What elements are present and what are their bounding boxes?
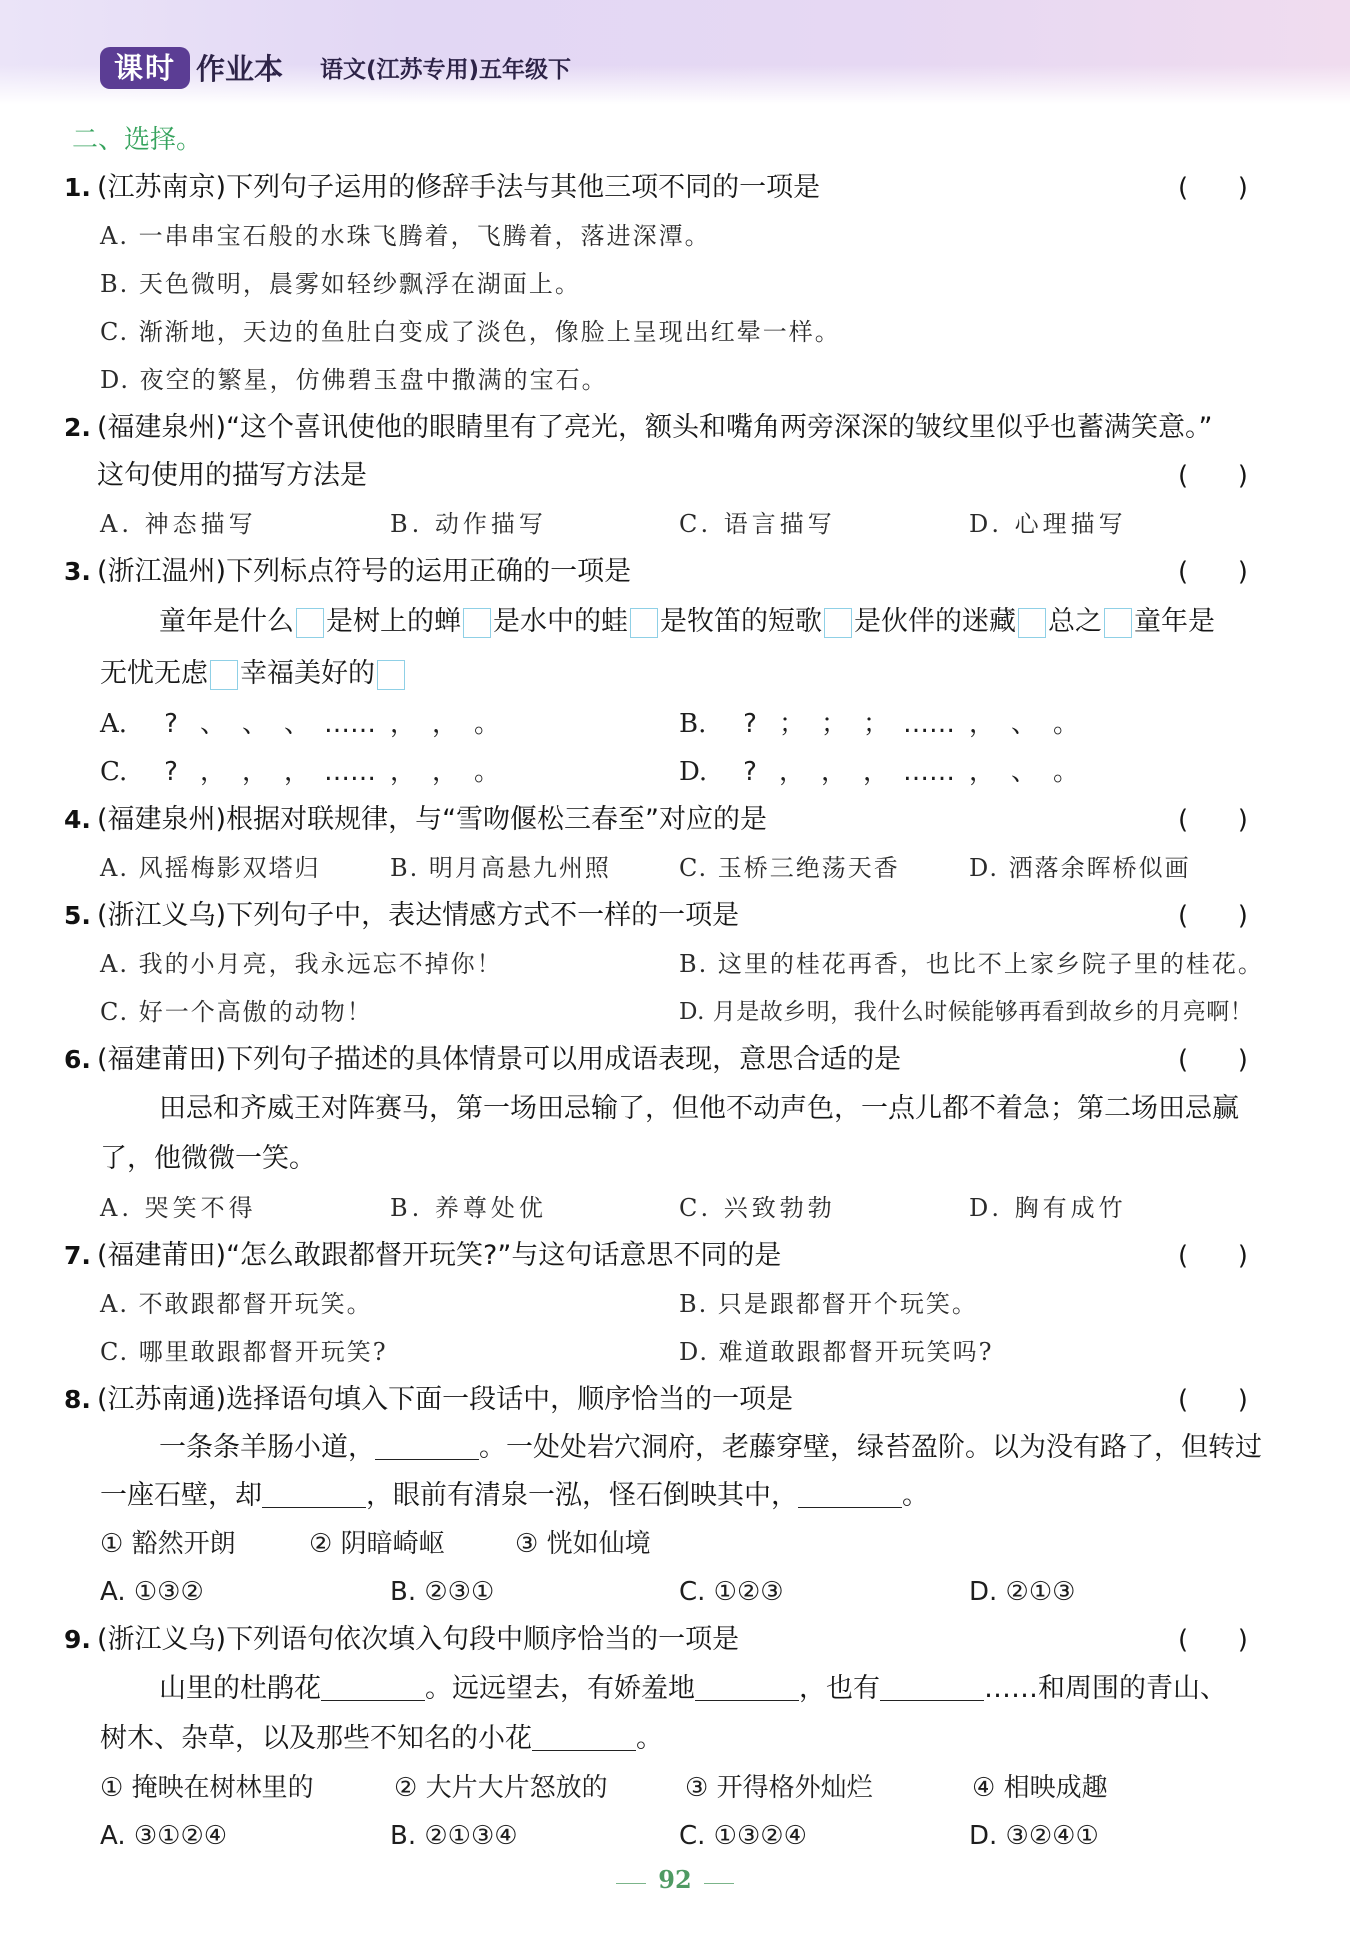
punctuation-mark: 。 [1052,757,1079,787]
fill-blank [695,1674,799,1701]
question-number: 9. [64,1625,91,1654]
punctuation-mark: ； [820,709,847,739]
option-b: B. 这里的桂花再香，也比不上家乡院子里的桂花。 [679,950,1264,978]
passage-text [159,1424,1262,1472]
option-d: D. ②①③ [969,1577,1076,1607]
punctuation-mark: ? [743,757,757,787]
answer-bracket: ( ) [1178,1241,1248,1271]
fill-blank [798,1481,902,1508]
question-stem: (福建泉州)根据对联规律，与“雪吻偃松三春至”对应的是 [97,804,768,835]
option-d: D. ③②④① [969,1821,1099,1851]
choice-1: ① 豁然开朗 [100,1529,236,1559]
punctuation-mark: ， [241,757,268,787]
answer-box [210,660,238,690]
option-a: A. ③①②④ [100,1821,228,1851]
fill-blank [321,1674,425,1701]
option-row [0,1568,1350,1616]
question-stem: (浙江温州)下列标点符号的运用正确的一项是 [97,556,632,587]
option-d: D. 夜空的繁星，仿佛碧玉盘中撒满的宝石。 [100,366,608,394]
option-d: D. 心理描写 [969,510,1127,538]
punctuation-mark: ， [199,757,226,787]
question-number: 8. [64,1385,91,1414]
punctuation-mark: ? [164,757,178,787]
option-c: C. 玉桥三绝荡天香 [679,854,900,882]
fill-blank [262,1481,366,1508]
logo-text: 课时 [113,51,176,85]
punctuation-mark: ， [778,757,805,787]
punctuation-mark: …… [324,757,376,787]
answer-box [377,660,405,690]
punctuation-mark: 、 [1010,709,1037,739]
passage-line [0,1472,1350,1520]
section-title: 二、选择。 [72,125,203,155]
question-stem: (福建莆田)下列句子描述的具体情景可以用成语表现，意思合适的是 [97,1044,902,1075]
passage-text: 了，他微微一笑。 [100,1143,316,1174]
answer-box [824,608,852,638]
passage-segment: 。一处处岩穴洞府，老藤穿壁，绿苔盈阶。以为没有路了，但转过 [479,1432,1262,1463]
question-number: 3. [64,557,91,586]
punctuation-mark: …… [903,757,955,787]
question-number: 5. [64,901,91,930]
option-a: A. 神态描写 [100,510,257,538]
punctuation-mark: ， [389,709,416,739]
option-c: C. ①②③ [679,1577,784,1607]
option-b: B. ②③① [390,1577,495,1607]
question-stem: (江苏南通)选择语句填入下面一段话中，顺序恰当的一项是 [97,1384,794,1415]
question-8-stem-row [0,1376,1350,1424]
option-row [0,308,1350,356]
answer-bracket: ( ) [1178,1385,1248,1415]
subject-title: 语文(江苏专用)五年级下 [320,57,572,83]
option-label: A. [100,709,128,739]
option-d: D. 月是故乡明，我什么时候能够再看到故乡的月亮啊！ [679,999,1254,1025]
question-4-stem-row [0,796,1350,844]
option-b: B. 天色微明，晨雾如轻纱飘浮在湖面上。 [100,270,581,298]
answer-bracket: ( ) [1178,173,1248,203]
option-c: C. ①③②④ [679,1821,807,1851]
answer-bracket: ( ) [1178,1625,1248,1655]
passage-segment: 树木、杂草，以及那些不知名的小花 [100,1723,532,1754]
book-title: 作业本 [196,52,284,86]
logo [100,47,190,89]
question-stem-continued: 这句使用的描写方法是 [97,460,367,491]
choice-1: ① 掩映在树林里的 [100,1773,314,1803]
answer-box [296,608,324,638]
passage-segment: 是牧笛的短歌 [660,606,822,637]
option-a: A. 不敢跟都督开玩笑。 [100,1290,373,1318]
passage-line [0,648,1350,700]
passage-segment: 。远远望去，有娇羞地 [425,1673,695,1704]
option-row [0,1328,1350,1376]
fill-blank [880,1674,984,1701]
question-list [0,116,1350,1860]
punctuation-mark: ， [968,709,995,739]
punctuation-mark: 。 [473,757,500,787]
option-d: D. 胸有成竹 [969,1194,1127,1222]
punctuation-mark: …… [903,709,955,739]
punctuation-mark: ? [164,709,178,739]
question-stem: (浙江义乌)下列语句依次填入句段中顺序恰当的一项是 [97,1624,740,1655]
question-5-stem-row [0,892,1350,940]
punctuation-mark: ， [862,757,889,787]
option-b: B. ②①③④ [390,1821,518,1851]
option-row [0,988,1350,1036]
option-row [0,1280,1350,1328]
fill-blank [532,1724,636,1751]
option-b [679,700,1087,748]
choice-3: ③ 恍如仙境 [515,1529,651,1559]
option-a: A. ①③② [100,1577,204,1607]
punctuation-mark: 、 [199,709,226,739]
passage-segment: 一条条羊肠小道， [159,1432,375,1463]
option-d: D. 洒落余晖桥似画 [969,854,1191,882]
option-label: B. [679,709,707,739]
answer-bracket: ( ) [1178,557,1248,587]
option-row [0,1184,1350,1232]
passage-text [159,596,1215,648]
option-row [0,844,1350,892]
option-d: D. 难道敢跟都督开玩笑吗? [679,1338,994,1366]
option-row [0,748,1350,796]
option-c: C. 哪里敢跟都督开玩笑? [100,1338,388,1366]
option-c [100,748,508,796]
question-2-stem-row-2 [0,452,1350,500]
question-2-stem-row [0,404,1350,452]
punctuation-mark: ， [283,757,310,787]
answer-bracket: ( ) [1178,805,1248,835]
question-stem: (福建莆田)“怎么敢跟都督开玩笑?”与这句话意思不同的是 [97,1240,782,1271]
option-b: B. 明月高悬九州照 [390,854,611,882]
option-row [0,500,1350,548]
passage-line [0,1714,1350,1764]
punctuation-mark: …… [324,709,376,739]
section-title-row [0,116,1350,164]
dash-left [616,1883,646,1884]
answer-bracket: ( ) [1178,901,1248,931]
question-number: 6. [64,1045,91,1074]
passage-segment: 无忧无虑 [100,658,208,689]
choice-row [0,1520,1350,1568]
option-row [0,356,1350,404]
passage-segment: 幸福美好的 [240,658,375,689]
punctuation-mark: ； [778,709,805,739]
option-row [0,700,1350,748]
question-stem: (浙江义乌)下列句子中，表达情感方式不一样的一项是 [97,900,740,931]
passage-text [100,648,407,700]
option-a: A. 风摇梅影双塔归 [100,854,321,882]
dash-right [704,1883,734,1884]
option-label: D. [679,757,708,787]
option-row [0,212,1350,260]
option-a [100,700,508,748]
passage-segment: 。 [636,1723,663,1754]
punctuation-mark: 。 [473,709,500,739]
punctuation-mark: 。 [1052,709,1079,739]
choice-row [0,1764,1350,1812]
answer-box [1104,608,1132,638]
option-b: B. 养尊处优 [390,1194,547,1222]
option-b: B. 只是跟都督开个玩笑。 [679,1290,978,1318]
passage-segment: ……和周围的青山、 [984,1673,1227,1704]
punctuation-mark: 、 [241,709,268,739]
option-row [0,1812,1350,1860]
punctuation-mark: ? [743,709,757,739]
question-number: 7. [64,1241,91,1270]
question-6-stem-row [0,1036,1350,1084]
punctuation-mark: ， [968,757,995,787]
passage-line [0,1424,1350,1472]
answer-bracket: ( ) [1178,1045,1248,1075]
option-label: C. [100,757,128,787]
passage-segment: ，也有 [799,1673,880,1704]
question-number: 4. [64,805,91,834]
question-stem: (福建泉州)“这个喜讯使他的眼睛里有了亮光，额头和嘴角两旁深深的皱纹里似乎也蓄满笑意。” [97,412,1213,443]
passage-line [0,1084,1350,1134]
passage-segment: 总之 [1048,606,1102,637]
option-b: B. 动作描写 [390,510,547,538]
passage-segment: 童年是什么 [159,606,294,637]
question-7-stem-row [0,1232,1350,1280]
header-banner [0,0,1350,104]
punctuation-mark: ， [820,757,847,787]
passage-text [159,1664,1227,1714]
page-number: 92 [658,1865,692,1894]
passage-segment: 。 [902,1480,929,1511]
passage-segment: 是水中的蛙 [493,606,628,637]
option-row [0,260,1350,308]
choice-4: ④ 相映成趣 [972,1773,1108,1803]
punctuation-mark: 、 [283,709,310,739]
passage-segment: 一座石壁，却 [100,1480,262,1511]
passage-line [0,1134,1350,1184]
passage-segment: 是树上的蝉 [326,606,461,637]
option-row [0,940,1350,988]
answer-bracket: ( ) [1178,461,1248,491]
option-a: A. 哭笑不得 [100,1194,257,1222]
question-1-stem-row [0,164,1350,212]
choice-2: ② 大片大片怒放的 [394,1773,608,1803]
passage-segment: ，眼前有清泉一泓，怪石倒映其中， [366,1480,798,1511]
answer-box [630,608,658,638]
punctuation-mark: ； [862,709,889,739]
passage-text: 田忌和齐威王对阵赛马，第一场田忌输了，但他不动声色，一点儿都不着急；第二场田忌赢 [159,1093,1239,1124]
passage-segment: 童年是 [1134,606,1215,637]
punctuation-mark: ， [431,709,458,739]
passage-line [0,596,1350,648]
punctuation-mark: ， [431,757,458,787]
fill-blank [375,1433,479,1460]
punctuation-mark: 、 [1010,757,1037,787]
option-c: C. 兴致勃勃 [679,1194,836,1222]
choice-2: ② 阴暗崎岖 [309,1529,445,1559]
option-c: C. 语言描写 [679,510,836,538]
question-number: 1. [64,173,91,202]
option-d [679,748,1087,796]
option-c: C. 好一个高傲的动物！ [100,998,373,1026]
passage-text [100,1472,929,1520]
answer-box [463,608,491,638]
question-3-stem-row [0,548,1350,596]
question-stem: (江苏南京)下列句子运用的修辞手法与其他三项不同的一项是 [97,172,821,203]
option-c: C. 渐渐地，天边的鱼肚白变成了淡色，像脸上呈现出红晕一样。 [100,318,841,346]
page-footer [0,1860,1350,1900]
choice-3: ③ 开得格外灿烂 [685,1773,873,1803]
question-number: 2. [64,413,91,442]
passage-text [100,1714,663,1764]
option-a: A. 我的小月亮，我永远忘不掉你！ [100,950,503,978]
answer-box [1018,608,1046,638]
passage-segment: 是伙伴的迷藏 [854,606,1016,637]
punctuation-mark: ， [389,757,416,787]
passage-line [0,1664,1350,1714]
option-a: A. 一串串宝石般的水珠飞腾着，飞腾着，落进深潭。 [100,222,711,250]
passage-segment: 山里的杜鹃花 [159,1673,321,1704]
question-9-stem-row [0,1616,1350,1664]
